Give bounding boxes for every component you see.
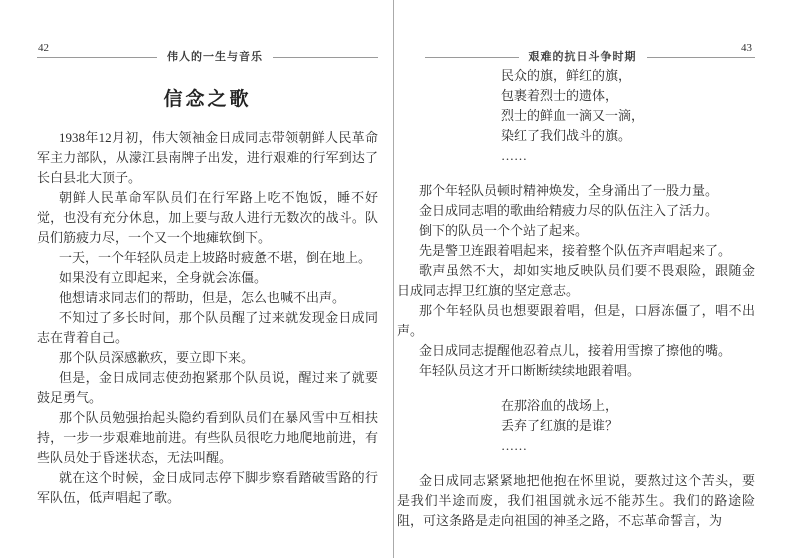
spacer: [397, 381, 755, 396]
paragraph: 那个年轻队员顿时精神焕发，全身涌出了一股力量。: [419, 183, 719, 198]
paragraph: 朝鲜人民革命军队员们在行军路上吃不饱饭，睡不好觉，也没有充分休息，加上要与敌人进行无数次的战斗。队员们筋疲力尽，一个又一个地瘫软倒下。: [37, 190, 378, 245]
spacer: [397, 166, 755, 181]
verse-line: 民众的旗，鲜红的旗，: [501, 68, 632, 83]
left-page-body: [37, 128, 378, 508]
header-rule-left: [52, 57, 157, 58]
page-left: [0, 0, 393, 558]
right-page-number: 43: [740, 42, 755, 58]
paragraph: 年轻队员这才开口断断续续地跟着唱。: [419, 363, 641, 378]
header-rule-right: [647, 57, 741, 58]
right-running-header: [425, 40, 755, 63]
paragraph: 但是，金日成同志使劲抱紧那个队员说，醒过来了就要鼓足勇气。: [37, 370, 378, 405]
paragraph: 那个队员深感歉疚，要立即下来。: [59, 350, 255, 365]
verse-line: 丢弃了红旗的是谁？: [501, 418, 619, 433]
verse-line: 烈士的鲜血一滴又一滴，: [501, 108, 645, 123]
closing-paragraph: 金日成同志紧紧地把他抱在怀里说，要熬过这个苦头，要是我们半途而废，我们祖国就永远不能苏生。我们的路途险阻，可这条路是走向祖国的神圣之路，不忘革命誓言，为: [397, 473, 755, 528]
header-rule-left: [425, 57, 519, 58]
paragraph: 一天，一个年轻队员走上坡路时疲惫不堪，倒在地上。: [59, 250, 372, 265]
spacer: [397, 456, 755, 471]
paragraph: 1938年12月初，伟大领袖金日成同志带领朝鲜人民革命军主力部队，从濛江县南牌子出发，进行艰难的行军到达了长白县北大顶子。: [37, 130, 378, 185]
paragraph: 先是警卫连跟着唱起来，接着整个队伍齐声唱起来了。: [419, 243, 732, 258]
paragraph: 金日成同志唱的歌曲给精疲力尽的队伍注入了活力。: [419, 203, 719, 218]
verse-line: 染红了我们战斗的旗。: [501, 128, 632, 143]
chapter-title: 信念之歌: [163, 89, 252, 110]
verse-ellipsis: ……: [501, 148, 527, 163]
verse-ellipsis: ……: [501, 438, 527, 453]
left-header-title: 伟人的一生与音乐: [167, 51, 263, 63]
paragraph: 金日成同志提醒他忍着点儿，接着用雪擦了擦他的嘴。: [419, 343, 732, 358]
verse-line: 在那浴血的战场上，: [501, 398, 619, 413]
paragraph: 那个年轻队员也想要跟着唱，但是，口唇冻僵了，唱不出声。: [397, 303, 755, 338]
left-page-number: 42: [37, 42, 52, 58]
verse-line: 包裹着烈士的遗体，: [501, 88, 619, 103]
paragraph: 倒下的队员一个个站了起来。: [419, 223, 589, 238]
left-running-header: [37, 40, 378, 63]
paragraph: 那个队员勉强抬起头隐约看到队员们在暴风雪中互相扶持，一步一步艰难地前进。有些队员很吃力地爬地前进，有些队员处于昏迷状态，无法叫醒。: [37, 410, 378, 465]
paragraph: 如果没有立即起来，全身就会冻僵。: [59, 270, 268, 285]
right-page-body: [397, 66, 755, 531]
right-header-title: 艰难的抗日斗争时期: [528, 51, 637, 63]
song-verse-1: [397, 66, 755, 166]
paragraph: 歌声虽然不大，却如实地反映队员们要不畏艰险，跟随金日成同志捍卫红旗的坚定意志。: [397, 263, 755, 298]
header-rule-right: [273, 57, 378, 58]
paragraph: 不知过了多长时间，那个队员醒了过来就发现金日成同志在背着自己。: [37, 310, 378, 345]
paragraph: 他想请求同志们的帮助，但是，怎么也喊不出声。: [59, 290, 346, 305]
paragraph: 就在这个时候，金日成同志停下脚步察看踏破雪路的行军队伍，低声唱起了歌。: [37, 470, 378, 505]
song-verse-2: [397, 396, 755, 456]
page-right: [394, 0, 787, 558]
